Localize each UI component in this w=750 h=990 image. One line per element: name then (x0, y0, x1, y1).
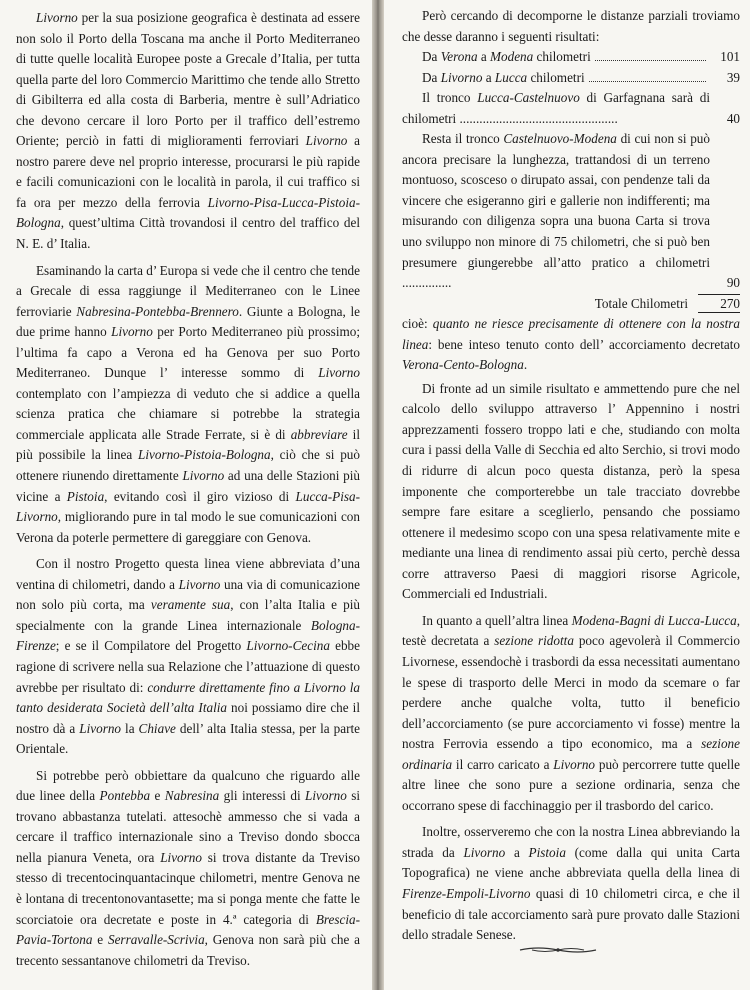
italic-span: sezione ridotta (494, 633, 574, 649)
text-span: chilometri (527, 69, 585, 85)
tronco-paragraph (402, 88, 710, 129)
italic-span: Livorno-Pisa-Lucca-Pistoia-Bologna (16, 194, 360, 231)
text-span: , ciò che si può ottenere riunendo direttamente (16, 447, 360, 484)
text-span: a nostro parere deve nel proprio interesse, procurarsi le più rapide e facili comunicazioni con le località in parola, il cui traffico si fa ora per mezzo della ferrovia (16, 133, 360, 210)
text-span: a (482, 69, 495, 85)
text-span: Da (422, 49, 441, 65)
text-span: Si potrebbe però obbiettare da qualcuno che riguardo alle due linee della (16, 767, 360, 804)
italic-span: Brescia-Pavia-Tortona (16, 911, 360, 948)
italic-span: Livorno-Cecina (246, 638, 330, 654)
italic-span: Livorno (305, 788, 347, 804)
italic-span: Pontebba (99, 788, 151, 804)
italic-span: Lucca-Castelnuovo (477, 90, 580, 106)
total-row (402, 294, 740, 315)
italic-span: quanto ne riesce precisamente di ottenere con la nostra linea (402, 316, 740, 352)
italic-span: veramente sua (150, 597, 231, 613)
distance-row-lucca-castelnuovo (402, 88, 740, 129)
text-span: , quest’ultima Città trovandosi il centro del traffico del N. E. d’ Italia. (16, 215, 360, 252)
distance-row-verona-modena (402, 47, 740, 68)
italic-span: Livorno (36, 10, 78, 25)
italic-span: Lucca-Pisa-Livorno (16, 488, 361, 525)
right-page (384, 0, 750, 990)
end-ornament (518, 943, 598, 957)
text-span: Di fronte ad un simile risultato e ammettendo pure che nel calcolo dello sviluppo attraverso l’ Appennino i nostri apprezzamenti fossero troppo lati e che, studiando con molta cura i passi della Valle di Secchia ed alto Serchio, si trovi modo di ridurre di alcun poco questa distanza, però la spesa imponente che comporterebbe un tale tracciato dovrebbe sempre fare esitare a sceglierlo, pensando che possiamo ottenere il medesimo scopo con una spesa relativamente mite e mediante una linea di rendimento assai più certo, perchè dessa corre attraverso Paesi di maggiori risorse Agricole, Commerciali ed Industriali. (402, 380, 740, 602)
left-paragraph-3 (16, 554, 360, 759)
book-gutter (372, 0, 384, 990)
italic-span: Lucca (494, 69, 528, 85)
right-paragraph-3 (402, 611, 740, 816)
italic-span: Modena-Bagni di Lucca-Lucca (571, 612, 737, 628)
italic-span: Livorno (79, 720, 122, 736)
text-span: , evitando così il giro vizioso di (104, 488, 296, 504)
text-span: a (477, 49, 491, 65)
right-paragraph-2 (402, 379, 740, 605)
text-span: : bene inteso tenuto conto dell’ accorciamento decretato (428, 336, 740, 352)
distance-row-livorno-lucca (402, 68, 740, 89)
italic-span: Livorno (160, 849, 202, 865)
text-span: si trova distante da Treviso stesso di trecentocinquantacinque chilometri, mentre Genova ne è lontana di trecentonovantasette; ma si ponga mente che fatte le scorciatoie ora decretate e poste in 4.ª categoria di (16, 849, 360, 927)
distance-value: 90 (726, 275, 740, 291)
total-value: 270 (698, 294, 740, 313)
italic-span: Castelnuovo-Modena (503, 131, 617, 147)
dot-leader (595, 60, 706, 61)
right-paragraph-4 (402, 822, 740, 945)
text-span: di Garfagnana sarà di chilometri ................................................ (402, 90, 710, 126)
italic-span: Pistoia (528, 844, 566, 860)
italic-span: Livorno (318, 365, 360, 381)
text-span: per la sua posizione geografica è destinata ad essere non solo il Porto della Toscana ma anche il Porto Mediterraneo di tutte quelle località Europee poste a Grecale d’Italia, per tutta quella parte del loro Commercio Marittimo che tende allo Stretto di Gibilterra ed alla costa di Barberia, mentre è sull’Adriatico che devono cercare il loro Porto per il traffico dell’estremo Oriente; perciò in fatti di miglioramenti ferroviari (16, 10, 360, 149)
distance-label (402, 47, 591, 68)
italic-span: Livorno-Pistoia-Bologna (138, 447, 271, 463)
distance-value: 40 (726, 110, 740, 126)
italic-span: Livorno (111, 324, 153, 340)
text-span: la (121, 720, 139, 736)
text-span: Inoltre, osserveremo che con la nostra Linea abbreviando la strada da (402, 824, 740, 860)
italic-span: Livorno (178, 576, 221, 592)
italic-span: Nabresina (164, 788, 220, 804)
text-span: di cui non si può ancora precisare la lunghezza, trattandosi di un terreno montuoso, scosceso o dirupato assai, con pendenze tali da vincere che esigeranno giri e gallerie non indifferenti; ma misurando con diligenza sopra una buona Carta si trova uno sviluppo non minore di 75 chilometri, che si può ben presumere giungerebbe all’atto pratico a chilometri ............... (402, 131, 710, 291)
distance-row-castelnuovo-modena (402, 129, 740, 293)
italic-span: Serravalle-Scrivia (107, 932, 205, 948)
left-page (0, 0, 372, 990)
italic-span: Verona-Cento-Bologna (402, 357, 524, 373)
italic-span: Livorno (463, 844, 506, 860)
dot-leader (589, 81, 706, 82)
italic-span: Livorno (305, 133, 348, 149)
text-span: Resta il tronco (422, 131, 504, 147)
right-intro-paragraph (402, 6, 740, 47)
text-span: . Giunte a Bologna, le due prime hanno (16, 303, 360, 340)
text-span: In quanto a quell’altra linea (422, 612, 572, 628)
text-span: a (505, 844, 529, 860)
text-span: si trovano abbastanza tutelati. attesochè ammesso che si vada a cercare il traffico internazionale sino a Treviso dondo sbocca nella pianura Veneta, ora (16, 788, 361, 865)
distance-label (402, 68, 585, 89)
text-span: quasi di 10 chilometri circa, e che il beneficio di tale accorciamento sarà pure provato dalle Stazioni dello stradale Senese. (402, 885, 740, 943)
italic-span: Pistoia (66, 488, 105, 504)
text-span: poco agevolerà il Commercio Livornese, essendochè i trasbordi da essa necessitati aumentano le spese di trasporto delle Merci in modo da scemare o far perdere anche qualche volta, tutto il beneficio dell’accorciamento (se pure accorciamento vi fosse) mentre la nostra Ferrovia essendo a tipo economico, ma a (402, 633, 740, 752)
left-paragraph-4 (16, 766, 360, 971)
text-span: cioè: (402, 316, 433, 332)
text-span: Con il nostro Progetto questa linea viene abbreviata d’una ventina di chilometri, dando a (16, 556, 360, 592)
text-span: e (92, 932, 108, 948)
text-span: per Porto Mediterraneo più prossimo; l’ultima fa capo a Verona ed ha Genova per suo Porto Mediterraneo. Dunque l’ interesse sommo di (16, 324, 360, 381)
text-span: , migliorando pure in tal modo le sue comunicazioni con Verona da poterle permettere di gareggiare con Genova. (16, 509, 360, 545)
text-span: chilometri (533, 49, 591, 65)
text-span: , testè decretata a (402, 612, 741, 649)
distance-value: 101 (720, 49, 740, 65)
text-span: Il tronco (422, 90, 478, 106)
italic-span: Livorno (553, 756, 596, 772)
text-span: , Genova non sarà più che a trecento sessantanove chilometri da Treviso. (16, 932, 361, 968)
text-span: Da (422, 69, 441, 85)
text-span: contemplato con l’ampiezza di veduto che si addice a quella scienza pratica che chiamare si potrebbe la strategia commerciale applicata alle Strade Ferrate, si è di (16, 385, 360, 442)
text-span: Però cercando di decomporne le distanze parziali troviamo che desse daranno i seguenti risultati: (402, 8, 740, 44)
italic-span: abbreviare (290, 426, 348, 442)
text-span: Esaminando la carta d’ Europa si vede che il centro che tende a Grecale di essa raggiunge il Mediterraneo con le Linee ferroviarie (16, 262, 360, 319)
text-span: ad una delle Stazioni più vicine a (16, 468, 361, 504)
text-span: , con l’alta Italia e più specialmente con la grande Linea internazionale (16, 597, 360, 633)
italic-span: Chiave (138, 720, 176, 736)
text-span: ; e se il Compilatore del Progetto (55, 638, 247, 654)
italic-span: condurre direttamente fino a Livorno la tanto desiderata Società dell’alta Italia (16, 679, 360, 716)
italic-span: Verona (440, 49, 478, 65)
text-span: una via di comunicazione non solo più corta, ma (16, 576, 360, 613)
text-span: dell’ alta Italia stessa, per la parte Orientale. (16, 720, 360, 757)
left-paragraph-2 (16, 261, 360, 549)
resta-paragraph (402, 129, 710, 293)
left-text-column (16, 8, 360, 971)
italic-span: Nabresina-Pontebba-Brennero (76, 303, 239, 319)
text-span: noi possiamo dire che il nostro dà a (16, 700, 360, 736)
text-span: gli interessi di (219, 788, 306, 804)
text-span: . (523, 357, 528, 373)
text-span: può percorrere tutte quelle altre linee che sono pure a sezione ordinaria, senza che occorrano spese di facchinaggio per il trasbordo del carico. (402, 756, 740, 813)
italic-span: sezione ordinaria (402, 736, 740, 772)
text-span: e (150, 788, 165, 804)
text-span: (come dalla qui unita Carta Topografica) ne viene anche abbreviata quella della linea di (402, 844, 741, 881)
left-paragraph-1 (16, 8, 360, 255)
italic-span: Livorno (182, 468, 225, 484)
distance-value: 39 (726, 69, 740, 85)
text-span: il carro caricato a (452, 756, 554, 772)
total-label: Totale Chilometri (594, 295, 688, 311)
text-span: ebbe ragione di scrivere nella sua Relazione che l’attuazione di questo avrebbe per risultato di: (16, 638, 360, 695)
italic-span: Firenze-Empoli-Livorno (402, 885, 531, 901)
right-text-column (402, 6, 740, 946)
text-span: il più possibile la linea (16, 426, 360, 463)
italic-span: Modena (490, 49, 534, 65)
right-paragraph-cioe (402, 314, 740, 376)
italic-span: Livorno (440, 69, 483, 85)
italic-span: Bologna-Firenze (16, 617, 360, 654)
